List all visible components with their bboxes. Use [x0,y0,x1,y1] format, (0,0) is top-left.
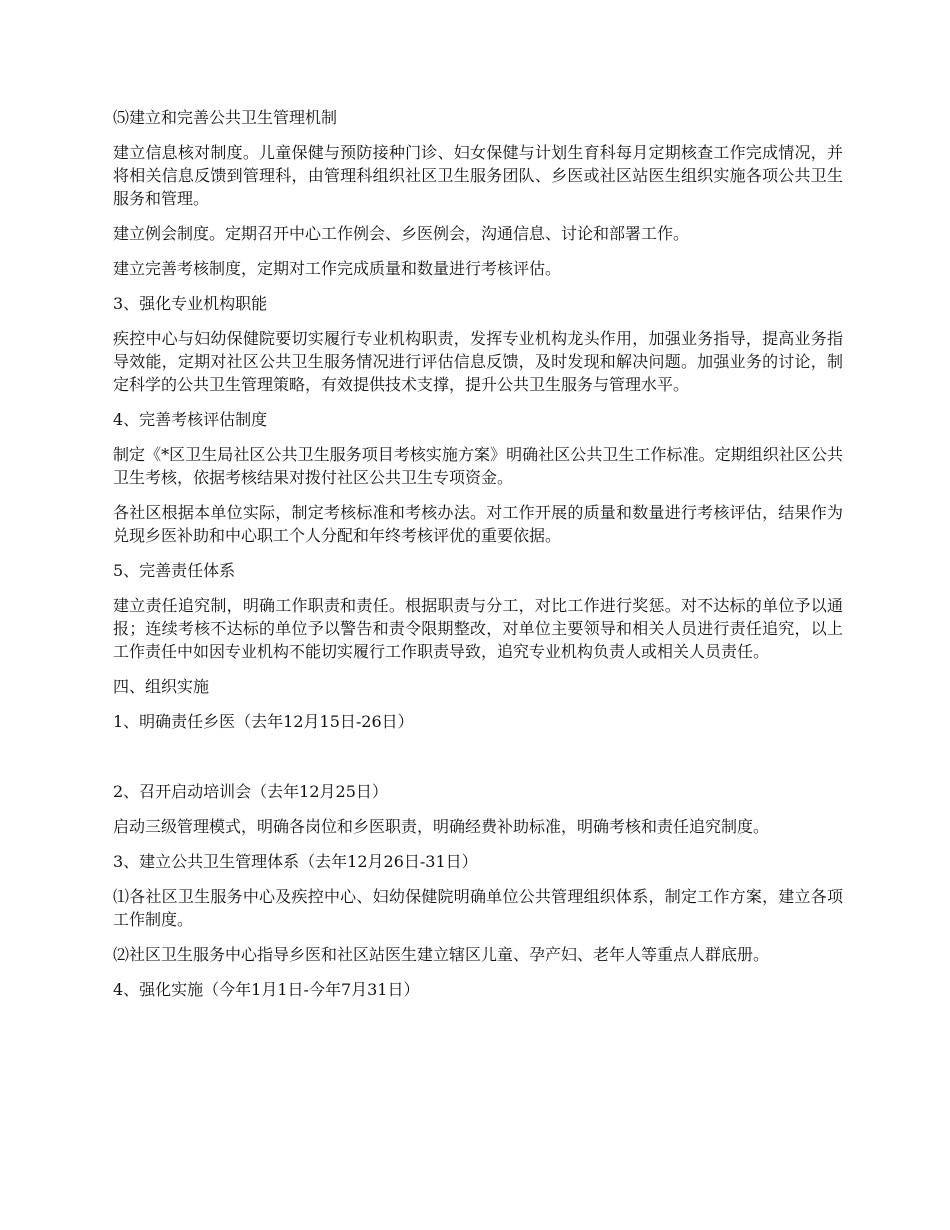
step-heading-2: 2、召开启动培训会（去年12月25日） [113,782,388,801]
step-heading-1: 1、明确责任乡医（去年12月15日-26日） [113,712,414,731]
step-heading-3: 3、建立公共卫生管理体系（去年12月26日-31日） [113,852,478,871]
chapter-heading-implementation: 四、组织实施 [113,677,210,696]
paragraph-accountability: 建立责任追究制，明确工作职责和责任。根据职责与分工，对比工作进行奖惩。对不达标的单位予以通报；连续考核不达标的单位予以警告和责令限期整改，对单位主要领导和相关人员进行责任追究，以上工作责任中如因专业机构不能切实履行工作职责导致，追究专业机构负责人或相关人员责任。 [113,596,843,661]
paragraph-meeting-system: 建立例会制度。定期召开中心工作例会、乡医例会，沟通信息、讨论和部署工作。 [113,224,690,243]
section-heading-3: 3、强化专业机构职能 [113,294,268,313]
paragraph-assessment-plan: 制定《*区卫生局社区公共卫生服务项目考核实施方案》明确社区公共卫生工作标准。定期组织社区公共卫生考核，依据考核结果对拨付社区公共卫生专项资金。 [113,445,843,487]
paragraph-launch-training: 启动三级管理模式，明确各岗位和乡医职责，明确经费补助标准，明确考核和责任追究制度。 [113,817,770,836]
step-heading-4: 4、强化实施（今年1月1日-今年7月31日） [113,980,420,999]
paragraph-community-standards: 各社区根据本单位实际，制定考核标准和考核办法。对工作开展的质量和数量进行考核评估，结果作为兑现乡医补助和中心职工个人分配和年终考核评优的重要依据。 [113,503,843,545]
paragraph-org-system: ⑴各社区卫生服务中心及疾控中心、妇幼保健院明确单位公共管理组织体系，制定工作方案，建立各项工作制度。 [113,887,843,929]
paragraph-population-register: ⑵社区卫生服务中心指导乡医和社区站医生建立辖区儿童、孕产妇、老年人等重点人群底册。 [113,945,770,964]
paragraph-assessment-system: 建立完善考核制度，定期对工作完成质量和数量进行考核评估。 [113,259,562,278]
section-heading-4: 4、完善考核评估制度 [113,410,268,429]
paragraph-professional-institutions: 疾控中心与妇幼保健院要切实履行专业机构职责，发挥专业机构龙头作用，加强业务指导，提高业务指导效能，定期对社区公共卫生服务情况进行评估信息反馈，及时发现和解决问题。加强业务的讨论，制定科学的公共卫生管理策略，有效提供技术支撑，提升公共卫生服务与管理水平。 [113,329,843,394]
document-body [113,106,843,1013]
section-heading-5: 5、完善责任体系 [113,561,236,580]
paragraph-info-verification: 建立信息核对制度。儿童保健与预防接种门诊、妇女保健与计划生育科每月定期核查工作完成情况，并将相关信息反馈到管理科，由管理科组织社区卫生服务团队、乡医或社区站医生组织实施各项公共卫生服务和管理。 [113,143,843,208]
subsection-heading-mechanism: ⑸建立和完善公共卫生管理机制 [113,108,338,127]
